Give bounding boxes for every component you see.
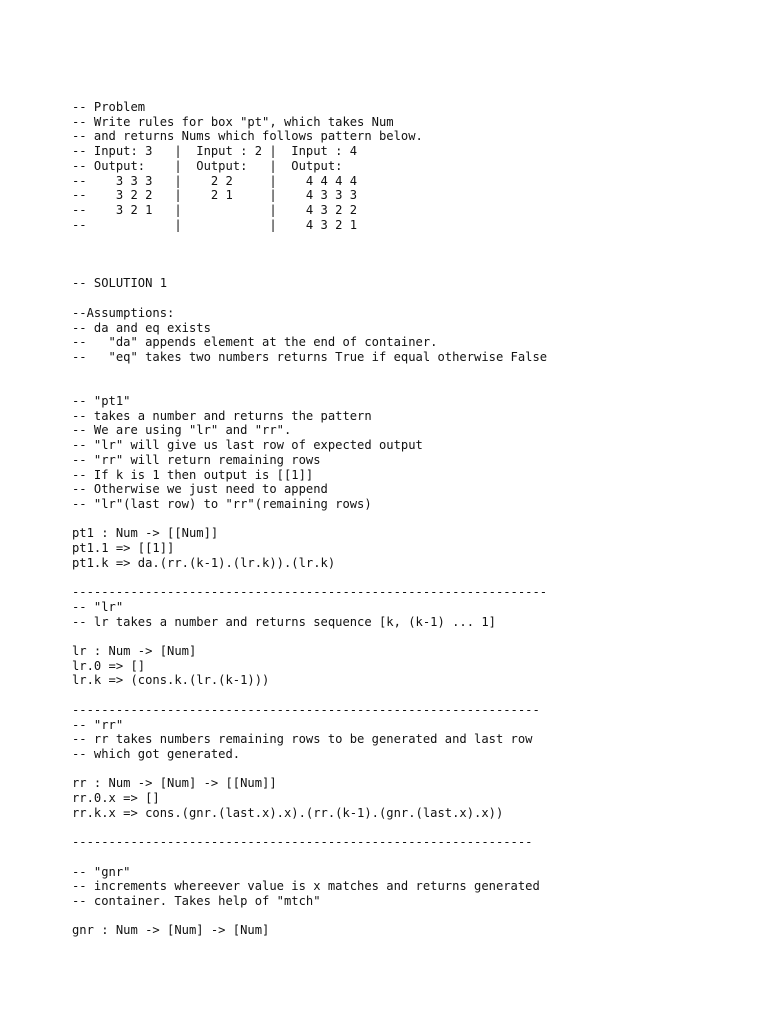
code-listing: -- Problem -- Write rules for box "pt", which takes Num -- and returns Nums which follows pattern below. -- Input: 3 | Input : 2 | Input : 4 -- Output: | Output: | Output: -- 3 3 3 | 2 2 | 4 4 4 4 -- 3 2 2 | 2 1 | 4 3 3 3 -- 3 2 1 | | 4 3 2 2 -- | | 4 3 2 1 -- SOLUTION 1 --Assumptions: -- da and eq exists -- "da" appends element at the end of container. -- "eq" takes two numbers returns True if equal otherwise False -- "pt1" -- takes a number and returns the pattern -- We are using "lr" and "rr". -- "lr" will give us last row of expected output -- "rr" will return remaining rows -- If k is 1 then output is [[1]] -- Otherwise we just need to append -- "lr"(last row) to "rr"(remaining rows) pt1 : Num -> [[Num]] pt1.1 => [[1]] pt1.k => da.(rr.(k-1).(lr.k)).(lr.k) ----------------------------------------------------------------- -- "lr" -- lr takes a number and returns sequence [k, (k-1) ... 1] lr : Num -> [Num] lr.0 => [] lr.k => (cons.k.(lr.(k-1))) ---------------------------------------------------------------- -- "rr" -- rr takes numbers remaining rows to be generated and last row -- which got generated. rr : Num -> [Num] -> [[Num]] rr.0.x => [] rr.k.x => cons.(gnr.(last.x).x).(rr.(k-1).(gnr.(last.x).x)) --------------------------------------------------------------- -- "gnr" -- increments whereever value is x matches and returns generated -- container. Takes help of "mtch" gnr : Num -> [Num] -> [Num] [72,100,548,938]
